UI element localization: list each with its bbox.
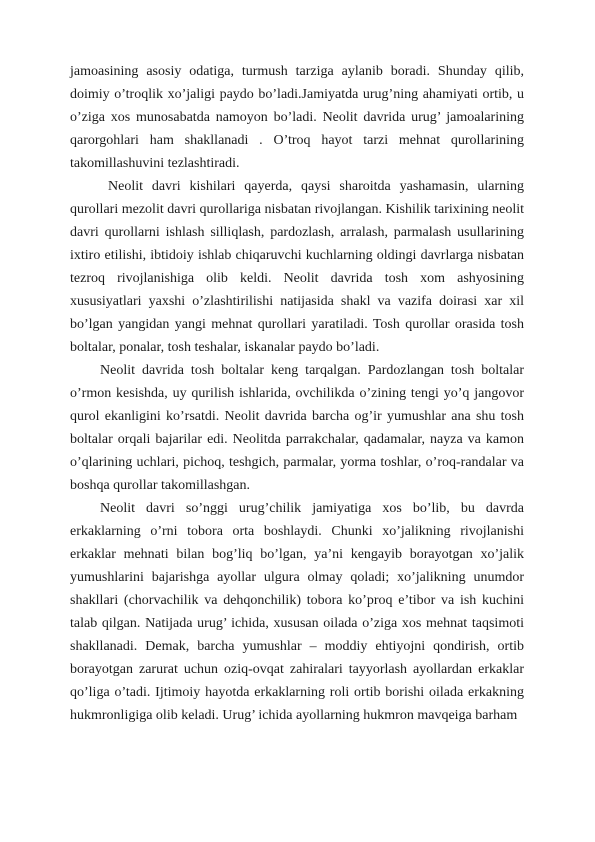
paragraph-3: Neolit davrida tosh boltalar keng tarqalgan. Pardozlangan tosh boltalar o’rmon kesishda, uy qurilish ishlarida, ovchilikda o’zining tengi yo’q jangovor qurol ekanligini ko’rsatdi. Neolit davrida barcha og’ir yumushlar ana shu tosh boltalar orqali bajarilar edi. Neolitda parrakchalar, qadamalar, nayza va kamon o’qlarining uchlari, pichoq, teshgich, parmalar, yorma toshlar, o’roq-randalar va boshqa qurollar takomillashgan. — [70, 363, 524, 493]
paragraph-1: jamoasining asosiy odatiga, turmush tarziga aylanib boradi. Shunday qilib, doimiy o’troqlik xo’jaligi paydo bo’ladi.Jamiyatda urug’ning ahamiyati ortib, u o’ziga xos munosabatda namoyon bo’ladi. Neolit davrida urug’ jamoalarining qarorgohlari ham shakllanadi . O’troq hayot tarzi mehnat qurollarining takomillashuvini tezlashtiradi. — [70, 64, 524, 171]
paragraph-4: Neolit davri so’nggi urug’chilik jamiyatiga xos bo’lib, bu davrda erkaklarning o’rni tobora orta boshlaydi. Chunki xo’jalikning rivojlanishi erkaklar mehnati bilan bog’liq bo’lgan, ya’ni kengayib borayotgan xo’jalik yumushlarini bajarishga ayollar ulgura olmay qoladi; xo’jalikning unumdor shakllari (chorvachilik va dehqonchilik) tobora ko’proq e’tibor va ish kuchini talab qilgan. Natijada urug’ ichida, xususan oilada o’ziga xos mehnat taqsimoti shakllanadi. Demak, barcha yumushlar – moddiy ehtiyojni qondirish, ortib borayotgan zarurat uchun oziq-ovqat zahiralari tayyorlash ayollardan erkaklar qo’liga o’tadi. Ijtimoiy hayotda erkaklarning roli ortib borishi oilada erkakning hukmronligiga olib keladi. Urug’ ichida ayollarning hukmron mavqeiga barham — [70, 501, 524, 723]
document-page — [70, 60, 524, 727]
paragraph-2: Neolit davri kishilari qayerda, qaysi sharoitda yashamasin, ularning qurollari mezolit davri qurollariga nisbatan rivojlangan. Kishilik tarixining neolit davri qurollarni ishlash silliqlash, pardozlash, arralash, parmalash usullarining ixtiro etilishi, ibtidoiy ishlab chiqaruvchi kuchlarning oldingi davrlarga nisbatan tezroq rivojlanishiga olib keldi. Neolit davrida tosh xom ashyosining xususiyatlari yaxshi o’zlashtirilishi natijasida shakl va vazifa doirasi xar xil bo’lgan yangidan yangi mehnat qurollari yaratiladi. Tosh qurollar orasida tosh boltalar, ponalar, tosh teshalar, iskanalar paydo bo’ladi. — [70, 179, 524, 355]
